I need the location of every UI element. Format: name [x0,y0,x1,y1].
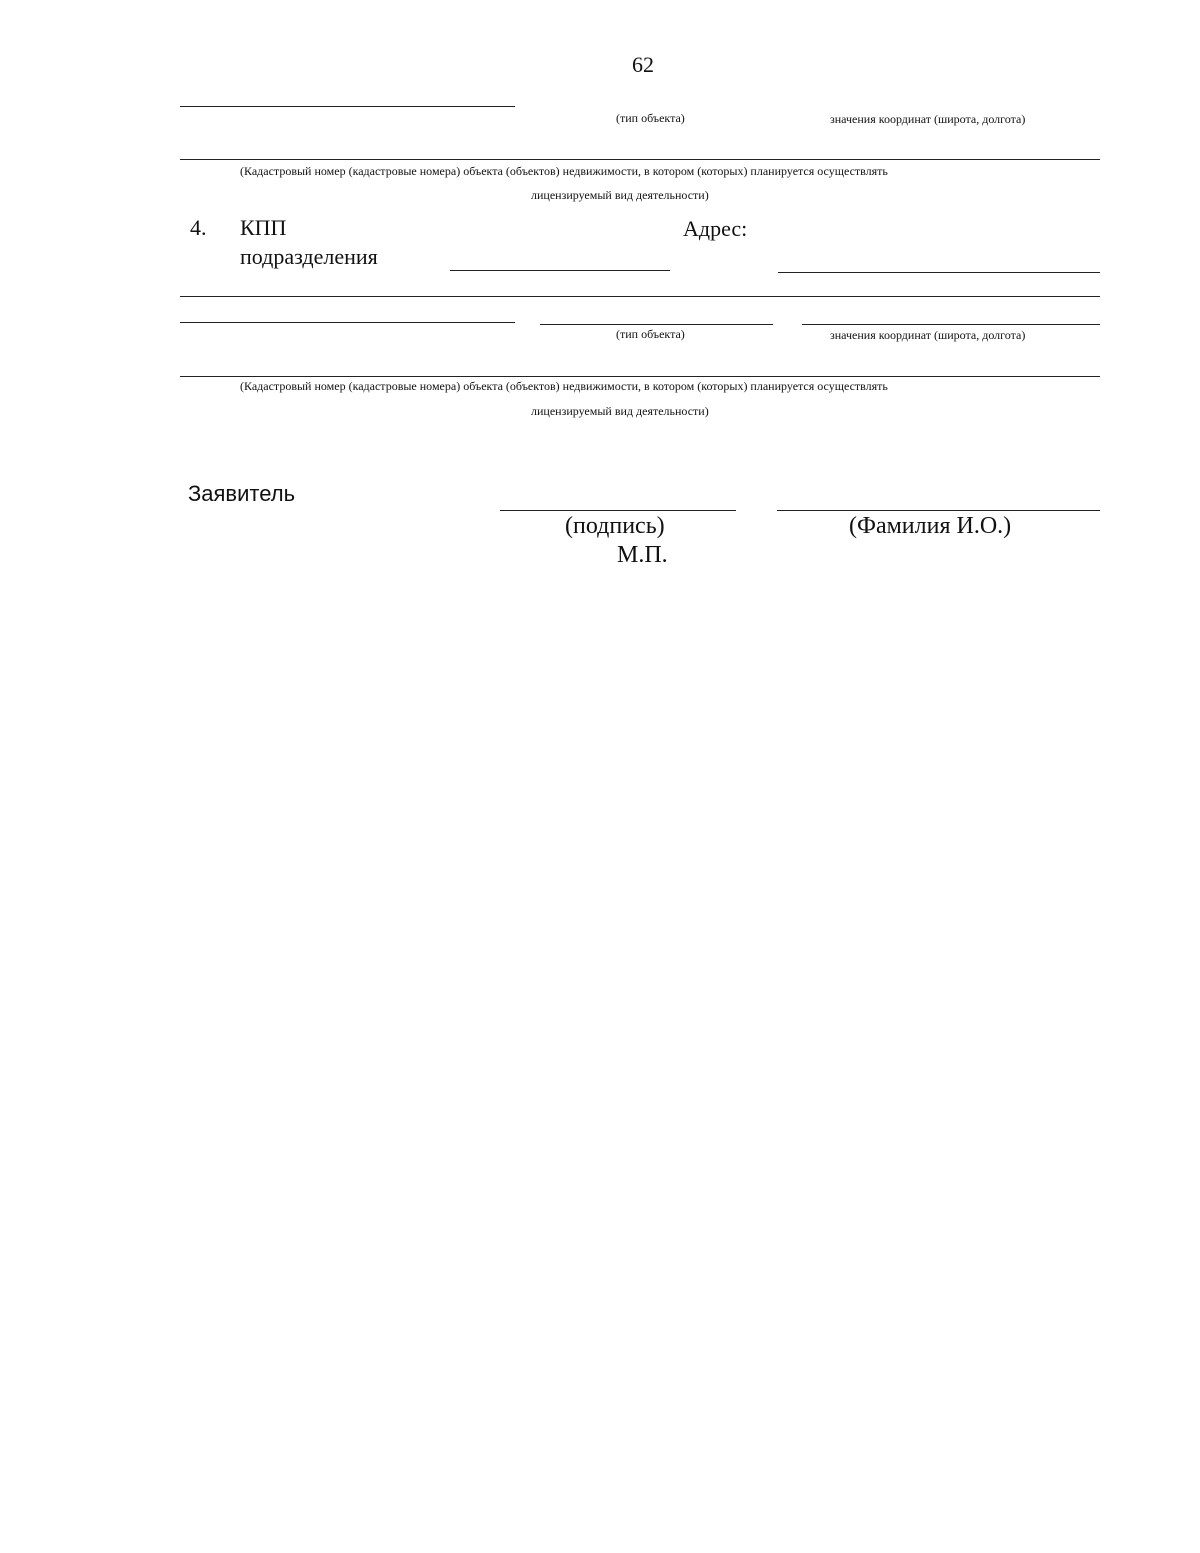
coordinates-caption-2: значения координат (широта, долгота) [830,328,1026,342]
coordinates-line-2[interactable] [802,324,1100,325]
stamp-caption: М.П. [617,542,668,568]
cadastral-caption-2-line2: лицензируемый вид деятельности) [531,404,709,418]
cadastral-number-line-2[interactable] [180,376,1100,377]
kpp-label-line1: КПП [240,215,287,240]
item-number: 4. [190,215,207,240]
address-field-line[interactable] [778,272,1100,273]
address-continuation-line[interactable] [180,296,1100,297]
kpp-label-line2: подразделения [240,244,378,269]
object-type-caption: (тип объекта) [616,111,685,125]
page-number: 62 [632,52,654,77]
cadastral-caption-line2: лицензируемый вид деятельности) [531,188,709,202]
cadastral-caption-2-line1: (Кадастровый номер (кадастровые номера) объекта (объектов) недвижимости, в котором (которых) планируется осуществлять [240,379,888,393]
cadastral-caption-line1: (Кадастровый номер (кадастровые номера) объекта (объектов) недвижимости, в котором (которых) планируется осуществлять [240,164,888,178]
signature-caption: (подпись) [565,513,665,539]
signature-line[interactable] [500,510,736,511]
address-label: Адрес: [683,216,748,241]
object-name-line-2[interactable] [180,322,515,323]
full-name-line[interactable] [777,510,1100,511]
object-type-line-2[interactable] [540,324,773,325]
applicant-label: Заявитель [188,481,296,506]
kpp-field-line[interactable] [450,270,670,271]
cadastral-number-line[interactable] [180,159,1100,160]
coordinates-caption: значения координат (широта, долгота) [830,112,1026,126]
object-type-caption-2: (тип объекта) [616,327,685,341]
object-name-line[interactable] [180,106,515,107]
full-name-caption: (Фамилия И.О.) [849,513,1012,539]
